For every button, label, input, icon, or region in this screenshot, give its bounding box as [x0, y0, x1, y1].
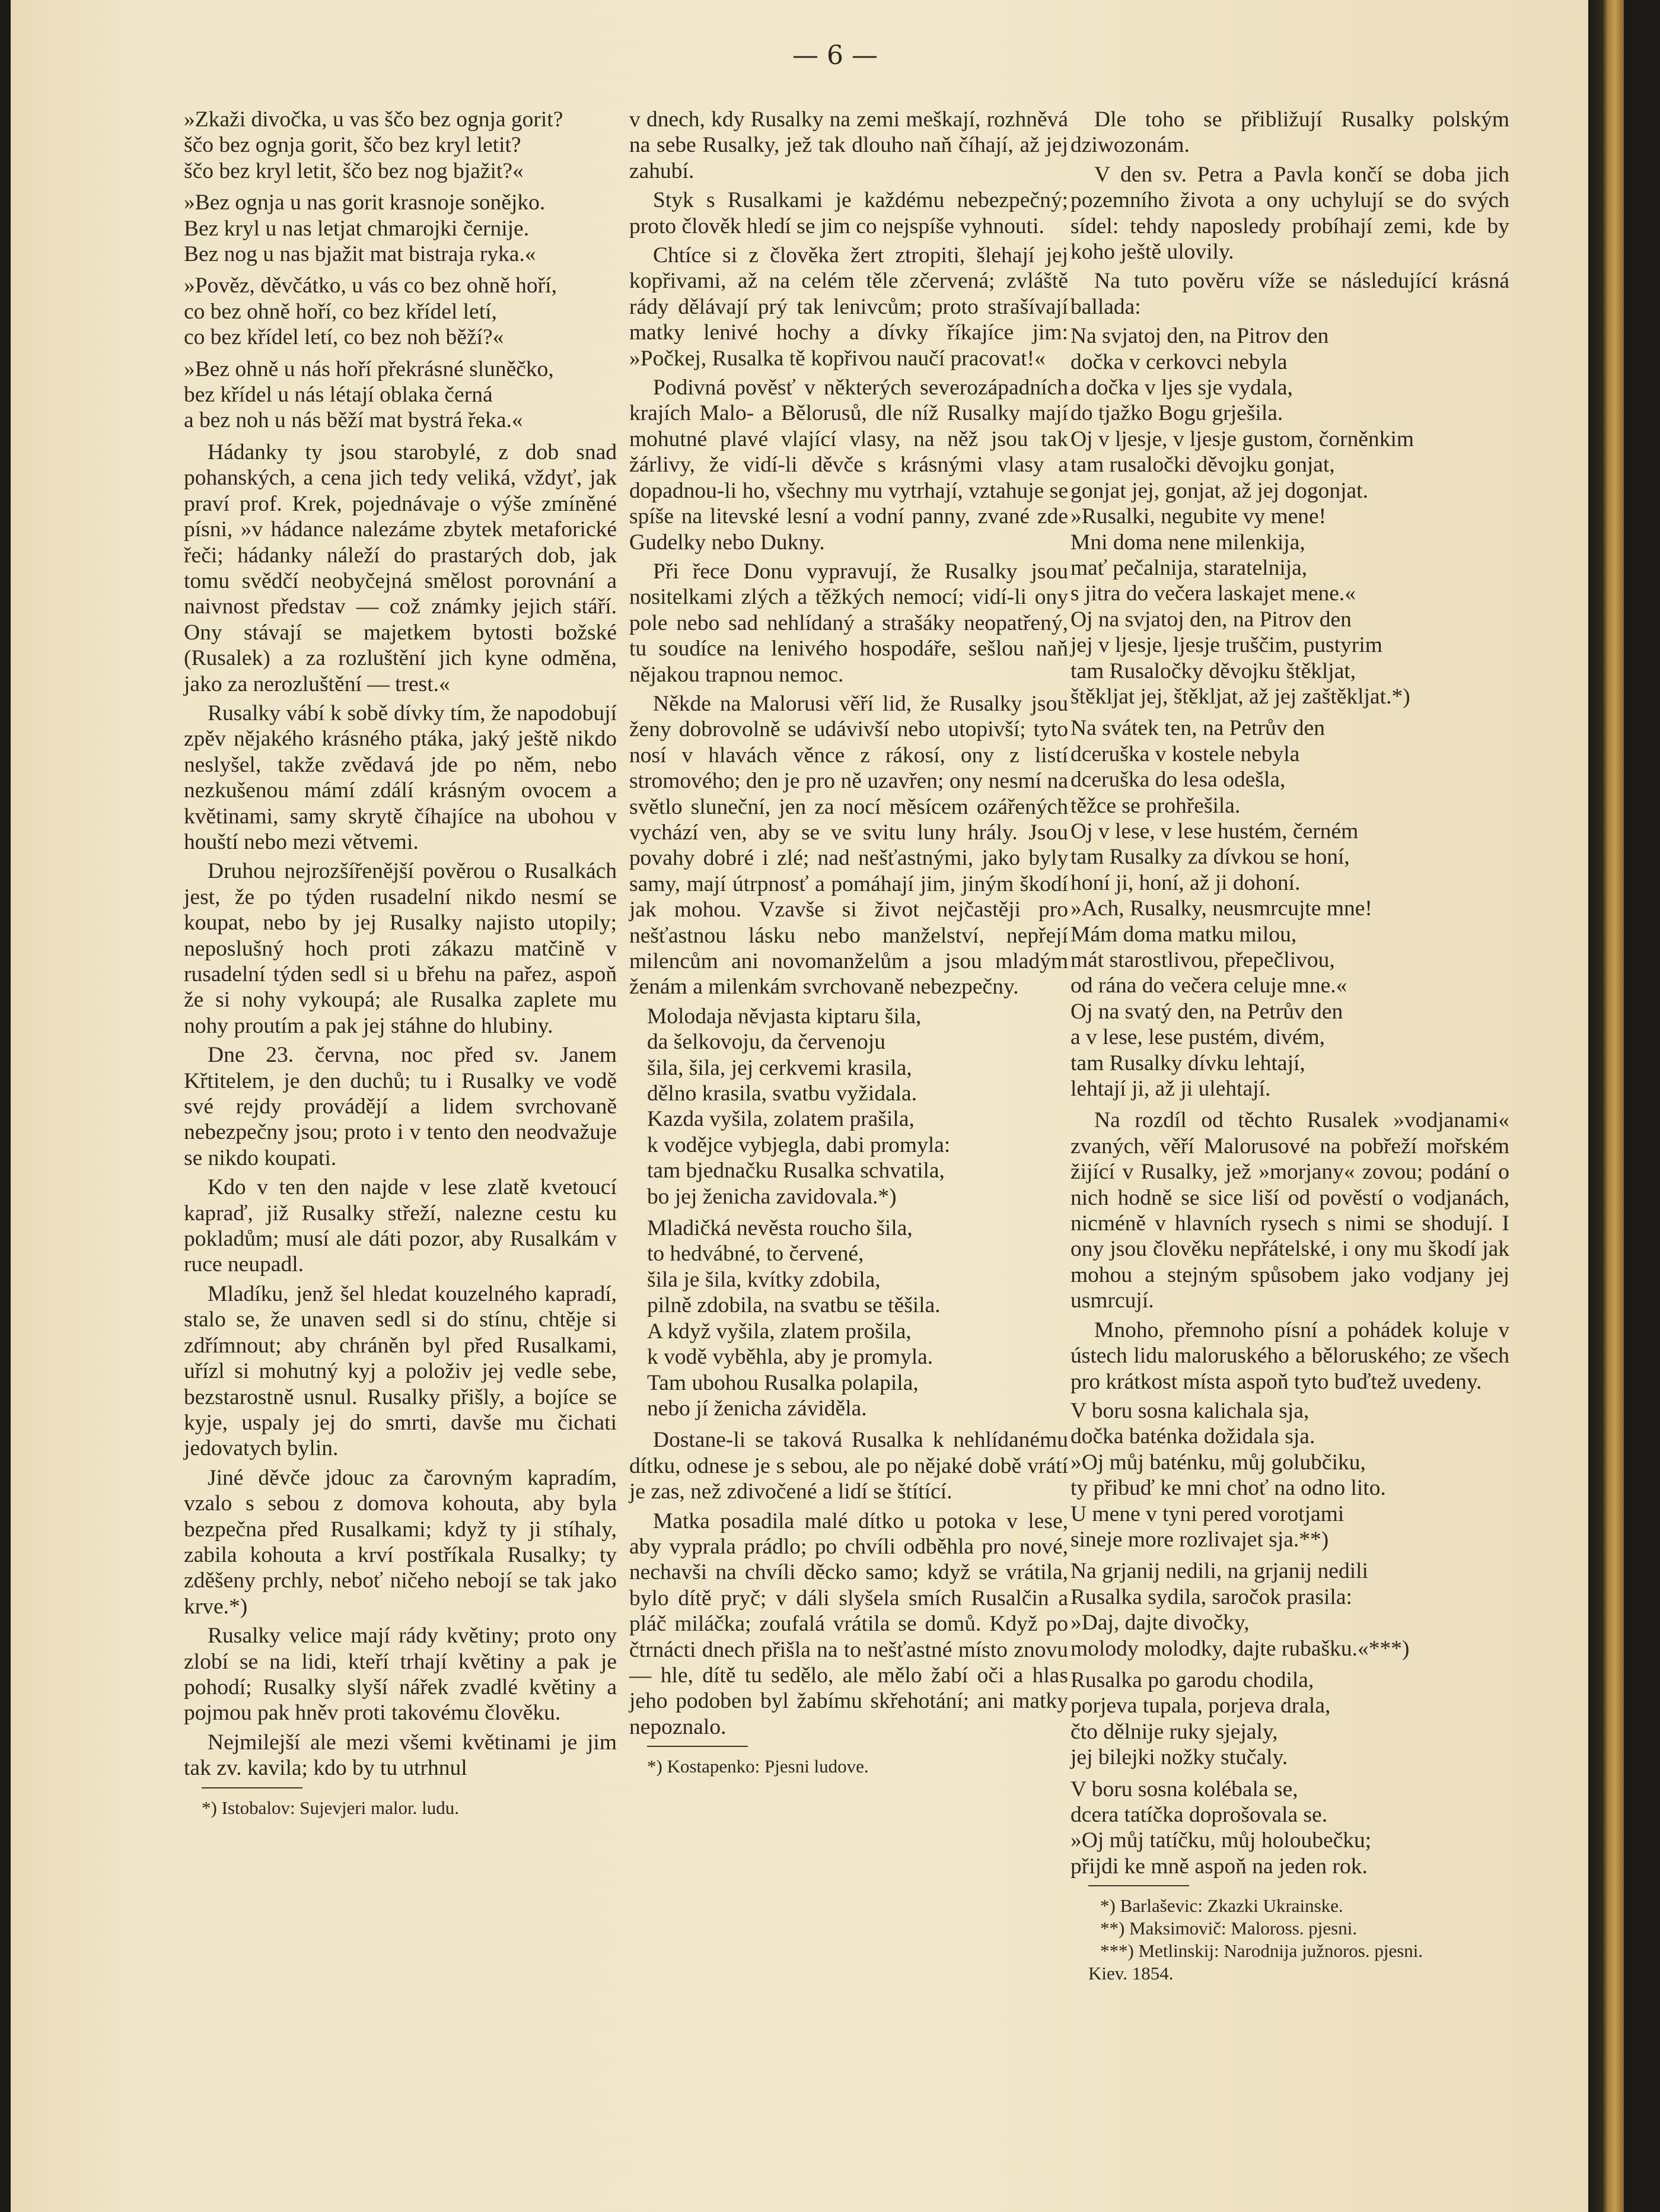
verse-line: tam Rusalky za dívkou se honí, [1070, 845, 1350, 870]
verse [1070, 715, 1509, 1102]
verse [184, 357, 617, 434]
verse-line: s jitra do večera laskajet mene.« [1070, 581, 1356, 606]
verse-line: Rusalka po garodu chodila, [1070, 1667, 1314, 1692]
verse-line: Mám doma matku milou, [1070, 922, 1297, 947]
footnote: *) Kostapenko: Pjesni ludove. [647, 1756, 869, 1777]
verse-line: Mladičká nevěsta roucho šila, [647, 1216, 913, 1241]
page [11, 0, 1624, 2212]
verse-line: tam Rusalky dívku lehtají, [1070, 1051, 1305, 1075]
paragraph: Druhou nejrozšířenější pověrou o Rusalkách jest, že po týden rusadelní nikdo nesmí se koupat, nebo by jej Rusalky najisto utopily; neposlušný hoch proti zákazu matčině v rusadelní týden sedl si u břehu na pařez, aspoň že si nohy vykoupá; ale Rusalka zaplete mu nohy proutím a pak jej stáhne do hlubiny. [184, 859, 617, 1038]
verse-line: k vodě vyběhla, aby je promyla. [647, 1345, 933, 1370]
paragraph: Kdo v ten den najde v lese zlatě kvetoucí kapraď, již Rusalky střeží, nalezne cestu ku pokladům; musí ale dáti pozor, aby Rusalkám v ruce neupadl. [184, 1175, 617, 1277]
verse-line: bez křídel u nás létají oblaka černá [184, 383, 493, 408]
verse-line: co bez křídel letí, co bez noh běží?« [184, 325, 504, 350]
footnote-divider [1088, 1885, 1189, 1886]
paragraph: Rusalky vábí k sobě dívky tím, že napodobují zpěv nějakého krásného ptáka, jaký ještě nikdo neslyšel, takže zvědavá jde po něm, nebo nezkušenou mámí zdálí krásným ovocem a květinami, samy skrytě číhajíce na ubohou v houští nebo mezi větvemi. [184, 701, 617, 854]
verse-line: »Oj můj baténku, můj golubčiku, [1070, 1450, 1366, 1475]
verse-line: Na svjatoj den, na Pitrov den [1070, 324, 1329, 349]
verse [1070, 1558, 1509, 1662]
verse-line: jej v ljesje, ljesje truščim, pustyrim [1070, 633, 1382, 658]
verse-line: ty přibuď ke mni choť na odno lito. [1070, 1476, 1386, 1501]
verse-line: dcera tatíčka doprošovala se. [1070, 1803, 1328, 1827]
verse [184, 273, 617, 350]
column-1 [184, 107, 617, 1819]
footnote-divider [647, 1746, 748, 1747]
paragraph: Styk s Rusalkami je každému nebezpečný; proto člověk hledí se jim co nejspíše vyhnouti. [629, 188, 1068, 238]
verse-line: U mene v tyni pered vorotjami [1070, 1501, 1344, 1526]
verse-line: Oj na svjatoj den, na Pitrov den [1070, 607, 1352, 632]
verse-line: tam rusaločki děvojku gonjat, [1070, 453, 1335, 478]
footnote-divider [202, 1787, 302, 1788]
verse-line: V boru sosna kalichala sja, [1070, 1398, 1309, 1423]
verse-line: dočka baténka dožidala sja. [1070, 1424, 1315, 1449]
verse-line: dočka v cerkovci nebyla [1070, 349, 1288, 374]
verse-line: »Zkaži divočka, u vas ščo bez ognja gorit? [184, 107, 563, 132]
verse-line: »Oj můj tatíčku, můj holoubečku; [1070, 1828, 1372, 1853]
verse-line: da šelkovoju, da červenoju [647, 1030, 885, 1055]
verse-line: a dočka v ljes sje vydala, [1070, 375, 1293, 400]
verse-line: »Rusalki, negubite vy mene! [1070, 504, 1327, 529]
paragraph: Rusalky velice mají rády květiny; proto ony zlobí se na lidi, kteří trhají květiny a pak je pohodí; Rusalky slyší nářek zvadlé květiny a pojmou pak hněv proti takovému člověku. [184, 1624, 617, 1726]
verse-line: pilně zdobila, na svatbu se těšila. [647, 1293, 941, 1318]
verse [1070, 1777, 1509, 1880]
verse-line: šila, šila, jej cerkvemi krasila, [647, 1055, 912, 1080]
column-3 [1070, 107, 1509, 1985]
verse-line: co bez ohně hoří, co bez křídel letí, [184, 299, 497, 324]
footnote: *) Barlaševic: Zkazki Ukrainske. [1100, 1895, 1343, 1917]
verse-line: »Daj, dajte divočky, [1070, 1611, 1250, 1635]
book-binding-edge [1588, 0, 1624, 2212]
verse-line: honí ji, honí, až ji dohoní. [1070, 870, 1301, 895]
verse-line: ščo bez ognja gorit, ščo bez kryl letit? [184, 133, 521, 158]
verse-line: mát starostlivou, přepečlivou, [1070, 948, 1335, 972]
verse [1070, 1667, 1509, 1771]
verse-line: dceruška v kostele nebyla [1070, 741, 1300, 766]
verse-line: »Bez ohně u nás hoří překrásné sluněčko, [184, 357, 554, 381]
verse-line: Kazda vyšila, zolatem prašila, [647, 1107, 915, 1132]
paragraph: Dle toho se přibližují Rusalky polským dziwozonám. [1070, 107, 1509, 158]
verse-line: A když vyšila, zlatem prošila, [647, 1319, 912, 1344]
footnote: *) Istobalov: Sujevjeri malor. ludu. [202, 1797, 459, 1818]
paragraph: Při řece Donu vypravují, že Rusalky jsou nositelkami zlých a těžkých nemocí; vidí-li ony pole nebo sad nehlídaný a strašáky neopatřený, tu soudíce na lenivého hospodáře, sešlou naň nějakou trapnou nemoc. [629, 559, 1068, 687]
verse-line: Tam ubohou Rusalka polapila, [647, 1370, 919, 1395]
paragraph: Podivná pověsť v některých severozápadních krajích Malo- a Bělorusů, dle níž Rusalky mají mohutné plavé vlající vlasy, na něž jsou tak žárlivy, že vidí-li děvče s krásnými vlasy a dopadnou-li ho, všechny mu vytrhají, vztahuje se spíše na litevské lesní a vodní panny, zvané zde Gudelky nebo Dukny. [629, 375, 1068, 555]
verse-line: lehtají ji, až ji ulehtají. [1070, 1077, 1271, 1102]
verse-line: a bez noh u nás běží mat bystrá řeka.« [184, 408, 523, 433]
footnote: Kiev. 1854. [1088, 1963, 1174, 1984]
verse-line: Oj na svatý den, na Petrův den [1070, 999, 1343, 1024]
verse-line: Oj v lese, v lese hustém, černém [1070, 819, 1359, 844]
verse-line: »Pověz, děvčátko, u vás co bez ohně hoří, [184, 273, 557, 298]
footnote: ***) Metlinskij: Narodnija južnoros. pjesni. [1100, 1940, 1423, 1962]
verse-line: Bez kryl u nas letjat chmarojki černije. [184, 216, 530, 241]
verse-line: to hedvábné, to červené, [647, 1242, 864, 1266]
verse-line: dceruška do lesa odešla, [1070, 768, 1286, 792]
verse [184, 107, 617, 184]
paragraph: Hádanky ty jsou starobylé, z dob snad pohanských, a cena jich tedy veliká, vždyť, jak praví prof. Krek, pojednávaje o výše zmíněné písni, »v hádance nalezáme zbytek metaforické řeči; hádanky náleží do prastarých dob, jak tomu svědčí neobyčejná smělost porovnání a naivnost představ — což známky jejich stáří. Ony stávají se majetkem bytosti božské (Rusalek) a za rozluštění jich kyne odměna, jako za nerozluštění — trest.« [184, 440, 617, 696]
paragraph: Nejmilejší ale mezi všemi květinami je jim tak zv. kavila; kdo by tu utrhnul [184, 1730, 617, 1781]
paragraph: Dne 23. června, noc před sv. Janem Křtitelem, je den duchů; tu i Rusalky ve vodě své rejdy provádějí a lidem svrchovaně nebezpečny jsou; proto i v tento den neodvažuje se nikdo koupati. [184, 1043, 617, 1170]
footnote: **) Maksimovič: Maloross. pjesni. [1100, 1918, 1358, 1939]
verse-line: od rána do večera celuje mne.« [1070, 973, 1347, 998]
paragraph: Mnoho, přemnoho písní a pohádek koluje v ústech lidu maloruského a běloruského; ze všech pro krátkost místa aspoň tyto buďtež uvedeny. [1070, 1317, 1509, 1394]
verse-line: Mni doma nene milenkija, [1070, 530, 1305, 555]
paragraph: Chtíce si z člověka žert ztropiti, šlehají jej kopřivami, až na celém těle zčervená; zvláště rády dělávají prý tak lenivcům; proto strašívají matky lenivé hochy a dívky říkajíce jim: »Počkej, Rusalka tě kopřivou naučí pracovat!« [629, 243, 1068, 371]
verse-line: sineje more rozlivajet sja.**) [1070, 1527, 1329, 1552]
verse-line: štěkljat jej, štěkljat, až jej zaštěkljat.*) [1070, 684, 1410, 709]
verse-line: molody molodky, dajte rubašku.«***) [1070, 1636, 1410, 1661]
verse-line: přijdi ke mně aspoň na jeden rok. [1070, 1854, 1368, 1879]
verse-line: a v lese, lese pustém, divém, [1070, 1025, 1326, 1050]
paragraph: Dostane-li se taková Rusalka k nehlídanému dítku, odnese je s sebou, ale po nějaké době vrátí je zas, než zdivočené a lidí se štítící. [629, 1428, 1068, 1504]
verse-line: mať pečalnija, staratelnija, [1070, 555, 1308, 580]
verse-line: Oj v ljesje, v ljesje gustom, čorněnkim [1070, 427, 1414, 451]
paragraph: v dnech, kdy Rusalky na zemi meškají, rozhněvá na sebe Rusalky, jež tak dlouho naň číhají, až jej zahubí. [629, 107, 1068, 183]
verse [1070, 323, 1509, 709]
verse-line: V boru sosna kolébala se, [1070, 1777, 1298, 1802]
paragraph: Mladíku, jenž šel hledat kouzelného kapradí, stalo se, že unaven sedl si do stínu, chtěje si zdřímnout; aby chráněn byl před Rusalkami, uřízl si mohutný kyj a položiv jej vedle sebe, bezstarostně usnul. Rusalky přišly, a bojíce se kyje, uspaly jej do smrti, davše mu čichati jedovatych bylin. [184, 1281, 617, 1461]
verse-line: nebo jí ženicha záviděla. [647, 1396, 867, 1421]
verse-line: porjeva tupala, porjeva drala, [1070, 1694, 1331, 1718]
verse-line: jej bilejki nožky stučaly. [1070, 1745, 1288, 1770]
verse-line: čto dělnije ruky sjejaly, [1070, 1719, 1278, 1744]
verse-line: Na grjanij nedili, na grjanij nedili [1070, 1559, 1368, 1584]
verse [1070, 1398, 1509, 1552]
page-number: — 6 — [792, 40, 878, 71]
paragraph: Matka posadila malé dítko u potoka v lese, aby vyprala prádlo; po chvíli odběhla pro nové, nechavši na chvíli děcko samo; když se vrátila, bylo dítě pryč; v dáli slyšela smích Rusalčin a pláč miláčka; zoufalá vrátila se domů. Když po čtrnácti dnech přišla na to nešťastné místo znovu — hle, dítě tu sedělo, ale mělo žabí oči a hlas jeho podoben byl žabímu skřehotání; ani matky nepoznalo. [629, 1508, 1068, 1739]
paragraph: Na tuto pověru víže se následující krásná ballada: [1070, 269, 1509, 319]
verse-line: tam bjednačku Rusalka schvatila, [647, 1158, 945, 1183]
paragraph: Jiné děvče jdouc za čarovným kapradím, vzalo s sebou z domova kohouta, aby byla bezpečna před Rusalkami; když ty ji stíhaly, zabila kohouta a krví postříkala Rusalky; ty zděšeny prchly, neboť ničeho nebojí se tak jako krve.*) [184, 1465, 617, 1619]
verse-line: Molodaja něvjasta kiptaru šila, [647, 1004, 922, 1029]
verse [629, 1215, 1068, 1421]
verse-line: bo jej ženicha zavidovala.*) [647, 1184, 897, 1209]
verse-line: Bez nog u nas bjažit mat bistraja ryka.« [184, 242, 536, 267]
verse-line: do tjažko Bogu grješila. [1070, 401, 1283, 426]
verse-line: k vodějce vybjegla, dabi promyla: [647, 1132, 951, 1157]
paragraph: Na rozdíl od těchto Rusalek »vodjanami« zvaných, věří Malorusové na pobřeží mořském žijící v Rusalky, jež »morjany« zovou; podání o nich hodně se sice liší od pověstí o vodjanách, nicméně v hlavních rysech s nimi se shodují. I ony jsou člověku nepřátelské, i ony mu škodí jak mohou a stejným spůsobem jako vodjany jej usmrcují. [1070, 1108, 1509, 1313]
verse-line: dělno krasila, svatbu vyžidala. [647, 1081, 917, 1106]
verse-line: těžce se prohřešila. [1070, 793, 1241, 818]
verse-line: Na svátek ten, na Petrův den [1070, 716, 1326, 741]
verse [629, 1004, 1068, 1210]
column-2 [629, 107, 1068, 1778]
paragraph: V den sv. Petra a Pavla končí se doba jich pozemního života a ony uchylují se do svých sídel: tehdy naposledy probíhají zemi, kde by koho ještě ulovily. [1070, 162, 1509, 265]
verse-line: tam Rusaločky děvojku štěkljat, [1070, 658, 1356, 683]
verse-line: ščo bez kryl letit, ščo bez nog bjažit?« [184, 158, 524, 183]
verse-line: Rusalka sydila, saročok prasila: [1070, 1584, 1352, 1609]
verse-line: šila je šila, kvítky zdobila, [647, 1267, 881, 1292]
verse [184, 190, 617, 267]
verse-line: gonjat jej, gonjat, až jej dogonjat. [1070, 478, 1368, 503]
verse-line: »Ach, Rusalky, neusmrcujte mne! [1070, 896, 1372, 921]
paragraph: Někde na Malorusi věří lid, že Rusalky jsou ženy dobrovolně se udávivší nebo utopivší; tyto nosí v hlavách věnce z rákosí, ony z listí stromového; den je pro ně uzavřen; ony nesmí na světlo sluneční, jen za nocí měsícem ozářených vychází ven, aby se ve svitu luny hrály. Jsou povahy dobré i zlé; nad nešťastnými, jako byly samy, mají útrpnosť a pomáhají jim, jiným škodí jak mohou. Vzavše si život nejčastěji pro nešťastnou lásku nebo manželství, nepřejí milencům ani novomanželům a jsou mladým ženám a milenkám svrchovaně nebezpečny. [629, 691, 1068, 1000]
verse-line: »Bez ognja u nas gorit krasnoje sonějko. [184, 190, 546, 215]
